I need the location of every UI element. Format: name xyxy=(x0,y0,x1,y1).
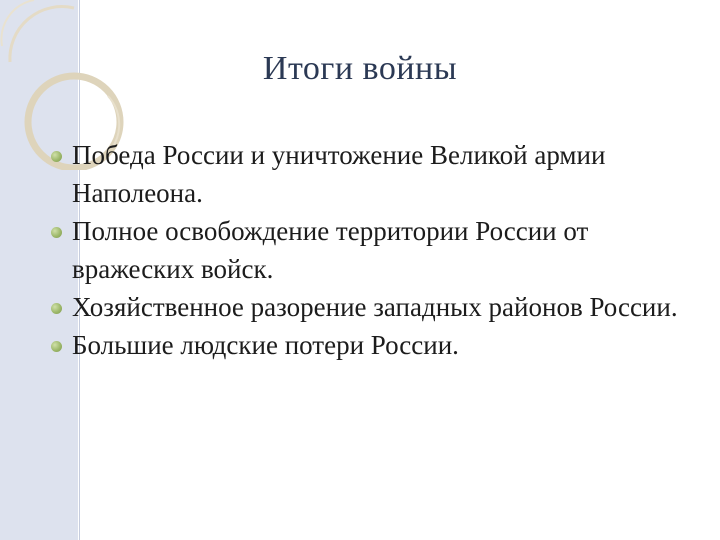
bullet-dot-icon xyxy=(51,341,62,352)
bullet-item xyxy=(48,288,698,326)
bullet-dot-icon xyxy=(51,227,62,238)
bullet-text: Большие людские потери России. xyxy=(72,330,459,360)
bullet-text: Победа России и уничтожение Великой армии Наполеона. xyxy=(72,140,606,208)
bullet-item xyxy=(48,326,698,364)
bullet-text: Хозяйственное разорение западных районов России. xyxy=(72,292,678,322)
bullet-list xyxy=(48,136,698,364)
bullet-dot-icon xyxy=(51,151,62,162)
bullet-item xyxy=(48,212,698,288)
slide-title: Итоги войны xyxy=(262,50,458,87)
bullet-text: Полное освобождение территории России от вражеских войск. xyxy=(72,216,589,284)
bullet-item xyxy=(48,136,698,212)
bullet-dot-icon xyxy=(51,303,62,314)
